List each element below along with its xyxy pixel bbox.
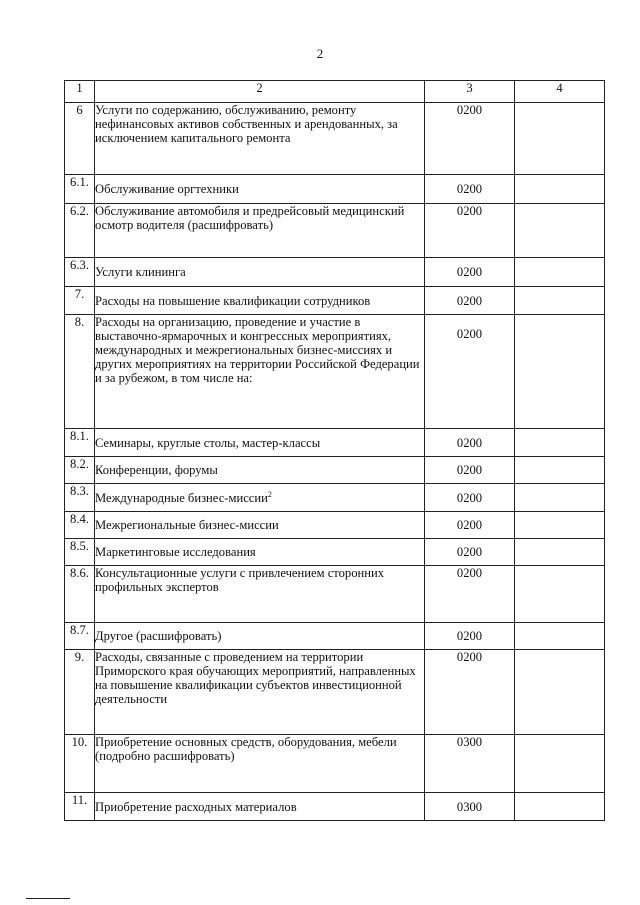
row-code: 0200 [425,287,515,315]
row-number: 8.2. [65,457,95,484]
header-cell: 4 [515,81,605,103]
row-description: Услуги по содержанию, обслуживанию, ремонту нефинансовых активов собственных и арендованных, за исключением капитального ремонта [95,103,425,175]
table-row [65,258,605,287]
table-row [65,566,605,623]
row-number: 8.4. [65,512,95,539]
row-number: 6 [65,103,95,175]
row-code: 0200 [425,175,515,204]
row-number: 8.3. [65,484,95,512]
row-number: 7. [65,287,95,315]
table-row [65,315,605,429]
table-row [65,512,605,539]
row-code: 0200 [425,103,515,175]
row-number: 8.6. [65,566,95,623]
row-code: 0300 [425,735,515,793]
row-code: 0200 [425,258,515,287]
row-description: Расходы на организацию, проведение и участие в выставочно-ярмарочных и конгрессных мероприятиях, международных и межрегиональных бизнес-миссиях и других мероприятиях на территории Российской Федерации и за рубежом, в том числе на: [95,315,425,429]
row-amount [515,103,605,175]
row-code: 0200 [425,457,515,484]
table-row [65,429,605,457]
row-number: 8. [65,315,95,429]
row-description: Обслуживание автомобиля и предрейсовый медицинский осмотр водителя (расшифровать) [95,204,425,258]
row-amount [515,175,605,204]
row-description: Расходы на повышение квалификации сотрудников [95,287,425,315]
page-number: 2 [316,46,324,61]
row-description: Приобретение основных средств, оборудования, мебели (подробно расшифровать) [95,735,425,793]
row-amount [515,258,605,287]
table-row [65,484,605,512]
row-description [95,484,425,512]
table-row [65,650,605,735]
table-row [65,793,605,821]
row-number: 6.3. [65,258,95,287]
row-description: Семинары, круглые столы, мастер-классы [95,429,425,457]
row-code: 0200 [425,204,515,258]
footnote-separator [26,898,70,899]
header-cell: 2 [95,81,425,103]
row-number: 10. [65,735,95,793]
row-description: Другое (расшифровать) [95,623,425,650]
row-amount [515,650,605,735]
row-number: 11. [65,793,95,821]
row-number: 6.2. [65,204,95,258]
row-amount [515,457,605,484]
row-number: 8.7. [65,623,95,650]
row-code: 0200 [425,315,515,429]
table-row [65,287,605,315]
table-header-row [65,81,605,103]
row-number: 9. [65,650,95,735]
footnote-marker: 2 [267,489,272,499]
row-amount [515,793,605,821]
row-description: Обслуживание оргтехники [95,175,425,204]
row-amount [515,429,605,457]
row-code: 0200 [425,539,515,566]
row-number: 8.1. [65,429,95,457]
table-row [65,103,605,175]
table-row [65,204,605,258]
row-code: 0200 [425,484,515,512]
table-row [65,457,605,484]
row-amount [515,204,605,258]
row-number: 8.5. [65,539,95,566]
row-code: 0200 [425,512,515,539]
row-amount [515,484,605,512]
row-amount [515,512,605,539]
row-number: 6.1. [65,175,95,204]
row-code: 0200 [425,650,515,735]
row-amount [515,566,605,623]
row-description-text: Международные бизнес-миссии [95,490,268,505]
row-description: Консультационные услуги с привлечением сторонних профильных экспертов [95,566,425,623]
row-code: 0200 [425,566,515,623]
row-amount [515,539,605,566]
table-row [65,735,605,793]
row-description: Услуги клининга [95,258,425,287]
row-amount [515,623,605,650]
table-row [65,175,605,204]
table-row [65,623,605,650]
row-amount [515,735,605,793]
table-row [65,539,605,566]
row-code: 0200 [425,429,515,457]
row-code: 0300 [425,793,515,821]
header-cell: 1 [65,81,95,103]
row-description: Маркетинговые исследования [95,539,425,566]
row-code: 0200 [425,623,515,650]
row-description: Межрегиональные бизнес-миссии [95,512,425,539]
row-amount [515,287,605,315]
header-cell: 3 [425,81,515,103]
row-amount [515,315,605,429]
row-description: Конференции, форумы [95,457,425,484]
row-description: Расходы, связанные с проведением на территории Приморского края обучающих мероприятий, направленных на повышение квалификации субъектов инвестиционной деятельности [95,650,425,735]
row-description: Приобретение расходных материалов [95,793,425,821]
expense-table [64,80,605,821]
